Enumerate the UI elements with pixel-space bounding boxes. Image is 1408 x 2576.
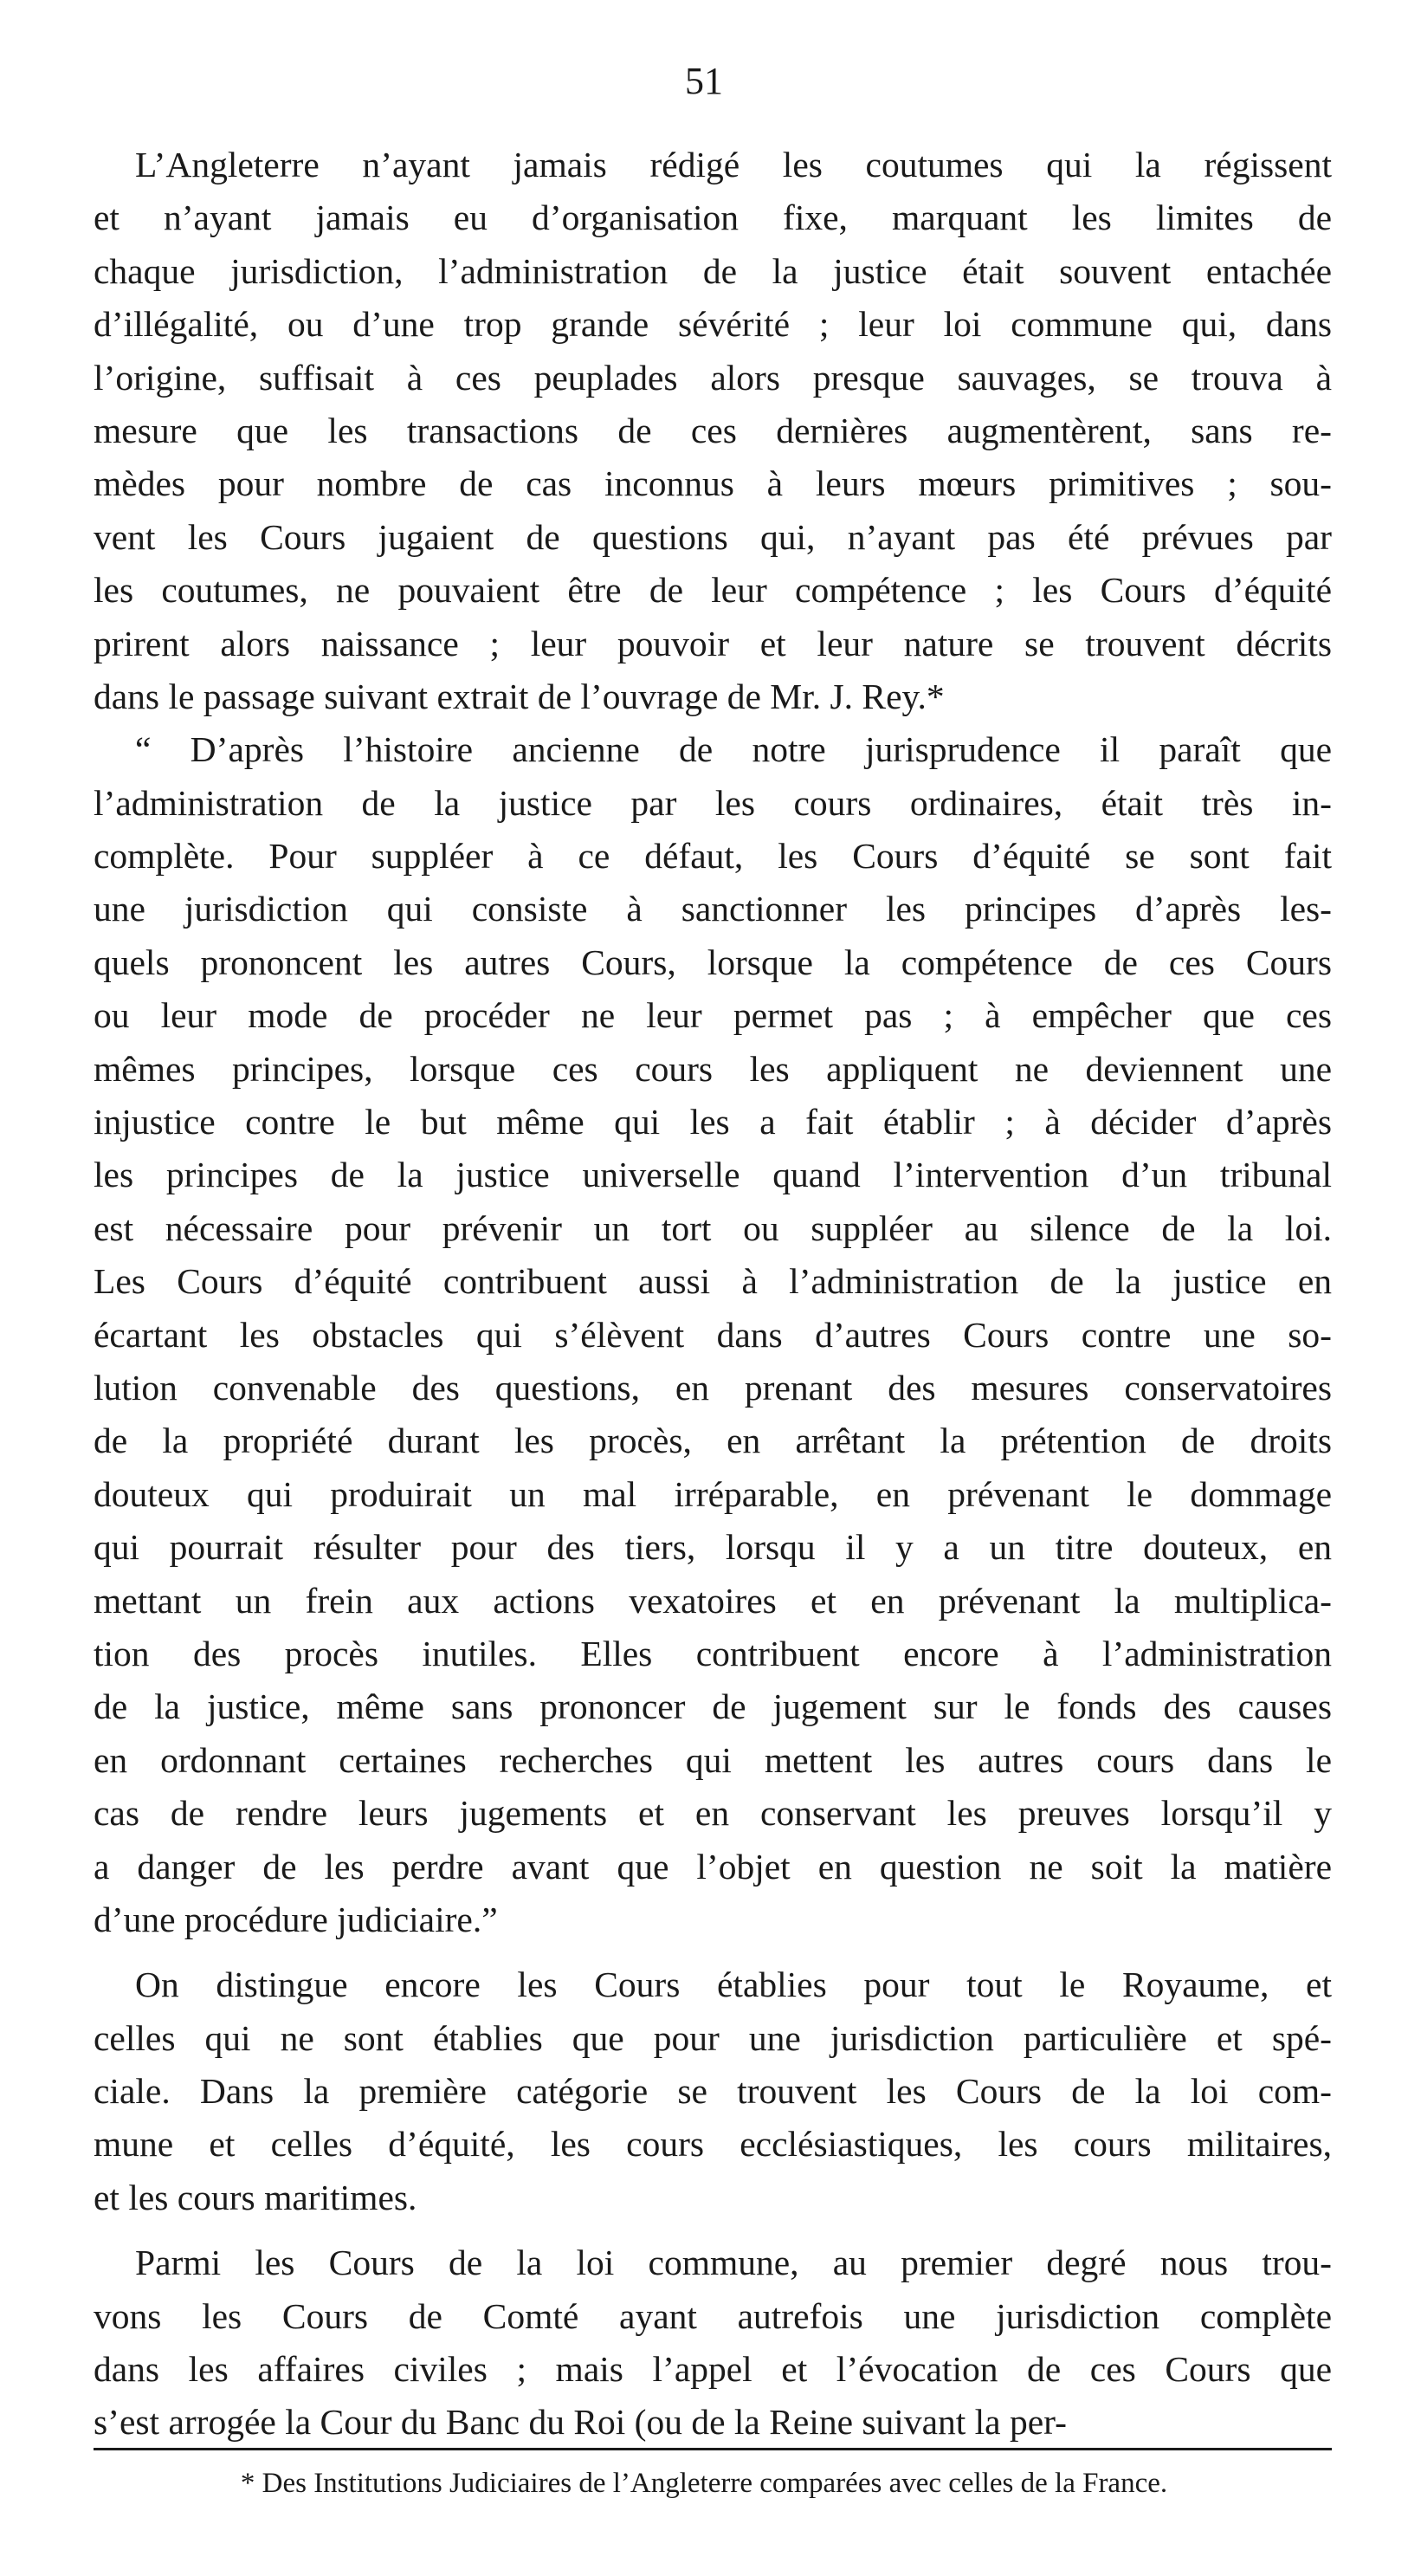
text-line: mèdes pour nombre de cas inconnus à leurs mœurs primitives ; sou-	[94, 463, 1332, 504]
text-line: cas de rendre leurs jugements et en conservant les preuves lorsqu’il y	[94, 1793, 1332, 1834]
paragraph	[94, 1958, 1332, 2224]
text-line: lution convenable des questions, en prenant des mesures conservatoires	[94, 1367, 1332, 1408]
paragraph-gap	[94, 2224, 1332, 2236]
text-line: vons les Cours de Comté ayant autrefois une jurisdiction complète	[94, 2295, 1332, 2336]
text-line: injustice contre le but même qui les a fait établir ; à décider d’après	[94, 1102, 1332, 1142]
footnote	[0, 2465, 1408, 2502]
text-line: tion des procès inutiles. Elles contribuent encore à l’administration	[94, 1633, 1332, 1673]
text-line: ciale. Dans la première catégorie se trouvent les Cours de la loi com-	[94, 2071, 1332, 2112]
text-line: celles qui ne sont établies que pour une jurisdiction particulière et spé-	[94, 2017, 1332, 2058]
text-line: est nécessaire pour prévenir un tort ou suppléer au silence de la loi.	[94, 1207, 1332, 1248]
text-line: l’origine, suffisait à ces peuplades alors presque sauvages, se trouva à	[94, 357, 1332, 398]
text-line: L’Angleterre n’ayant jamais rédigé les coutumes qui la régissent	[135, 145, 1332, 184]
text-line: quels prononcent les autres Cours, lorsque la compétence de ces Cours	[94, 942, 1332, 982]
paragraph	[94, 2236, 1332, 2450]
text-line: de la justice, même sans prononcer de jugement sur le fonds des causes	[94, 1686, 1332, 1727]
text-line: mettant un frein aux actions vexatoires et en prévenant la multiplica-	[94, 1580, 1332, 1621]
body-text	[94, 139, 1332, 2450]
text-line: de la propriété durant les procès, en arrêtant la prétention de droits	[94, 1421, 1332, 1461]
footnote-mark: *	[240, 2468, 255, 2499]
text-line: prirent alors naissance ; leur pouvoir et leur nature se trouvent décrits	[94, 623, 1332, 663]
text-line: mêmes principes, lorsque ces cours les appliquent ne deviennent une	[94, 1048, 1332, 1089]
paragraph	[94, 723, 1332, 1946]
text-line: dans le passage suivant extrait de l’ouvrage de Mr. J. Rey.*	[94, 676, 945, 716]
text-line: Parmi les Cours de la loi commune, au premier degré nous trou-	[135, 2243, 1332, 2283]
text-line: mune et celles d’équité, les cours ecclésiastiques, les cours militaires,	[94, 2124, 1332, 2165]
text-line: écartant les obstacles qui s’élèvent dans d’autres Cours contre une so-	[94, 1314, 1332, 1355]
footnote-text: Des Institutions Judiciaires de l’Angleterre comparées avec celles de la France.	[262, 2468, 1168, 2499]
text-line: et les cours maritimes.	[94, 2177, 417, 2217]
text-line: qui pourrait résulter pour des tiers, lorsqu il y a un titre douteux, en	[94, 1527, 1332, 1568]
text-line: en ordonnant certaines recherches qui mettent les autres cours dans le	[94, 1739, 1332, 1780]
paragraph	[94, 139, 1332, 723]
text-line: ou leur mode de procéder ne leur permet pas ; à empêcher que ces	[94, 995, 1332, 1036]
text-line: vent les Cours jugaient de questions qui, n’ayant pas été prévues par	[94, 516, 1332, 557]
text-line: complète. Pour suppléer à ce défaut, les Cours d’équité se sont fait	[94, 836, 1332, 877]
text-line: l’administration de la justice par les cours ordinaires, était très in-	[94, 782, 1332, 823]
text-line: dans les affaires civiles ; mais l’appel et l’évocation de ces Cours que	[94, 2349, 1332, 2390]
text-line: et n’ayant jamais eu d’organisation fixe, marquant les limites de	[94, 197, 1332, 238]
text-line: “ D’après l’histoire ancienne de notre jurisprudence il paraît que	[135, 729, 1332, 770]
text-line: les principes de la justice universelle quand l’intervention d’un tribunal	[94, 1155, 1332, 1195]
text-line: chaque jurisdiction, l’administration de la justice était souvent entachée	[94, 250, 1332, 291]
text-line: d’une procédure judiciaire.”	[94, 1899, 498, 1939]
text-line: d’illégalité, ou d’une trop grande sévérité ; leur loi commune qui, dans	[94, 304, 1332, 345]
text-line: s’est arrogée la Cour du Banc du Roi (ou de la Reine suivant la per-	[94, 2402, 1067, 2443]
text-line: a danger de les perdre avant que l’objet en question ne soit la matière	[94, 1846, 1332, 1887]
text-line: douteux qui produirait un mal irréparable, en prévenant le dommage	[94, 1473, 1332, 1514]
paragraph-gap	[94, 1946, 1332, 1958]
text-line: On distingue encore les Cours établies pour tout le Royaume, et	[135, 1964, 1332, 2005]
text-line: mesure que les transactions de ces dernières augmentèrent, sans re-	[94, 410, 1332, 450]
text-line: Les Cours d’équité contribuent aussi à l’administration de la justice en	[94, 1261, 1332, 1302]
text-line: les coutumes, ne pouvaient être de leur compétence ; les Cours d’équité	[94, 570, 1332, 611]
page-number: 51	[685, 60, 723, 102]
footnote-divider	[94, 2448, 1332, 2450]
text-line: une jurisdiction qui consiste à sanctionner les principes d’après les-	[94, 889, 1332, 929]
